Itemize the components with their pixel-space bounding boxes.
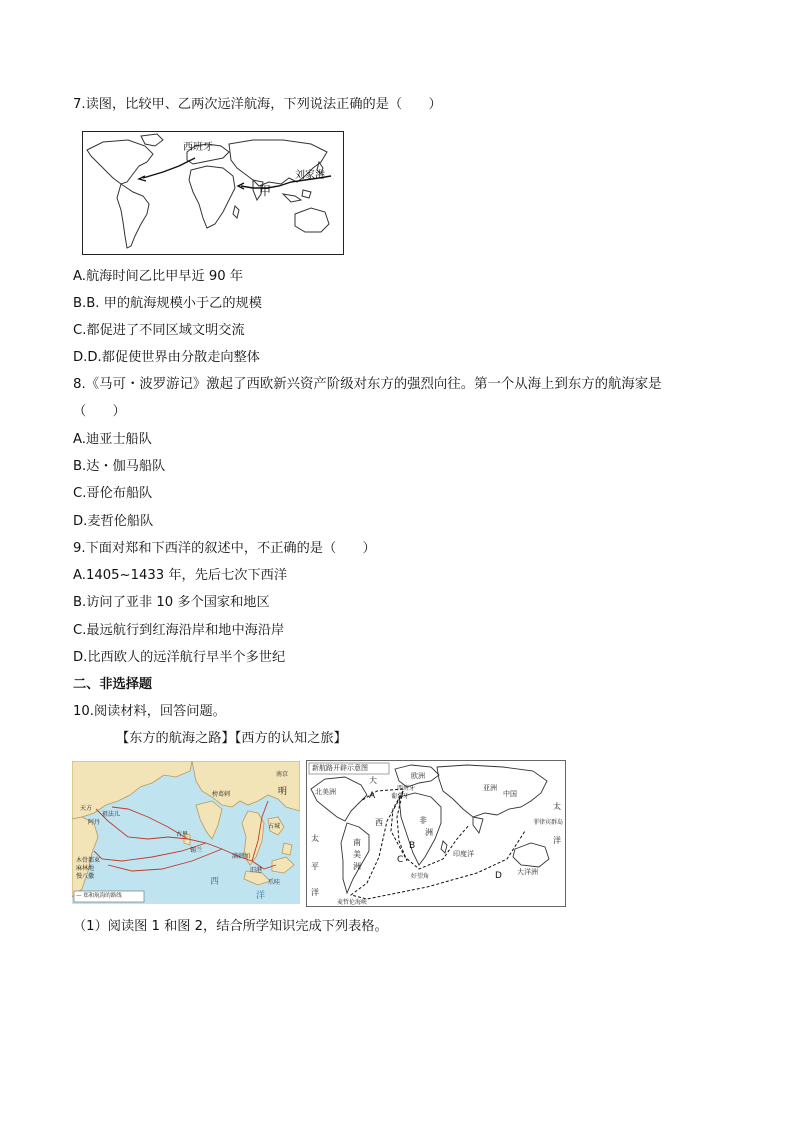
map1-label-ming: 明 [278,787,288,797]
map1-label-guli: 古里 [176,831,189,838]
map1-label-xi: 西 [210,877,220,887]
map2-label-da: 大 [369,776,377,785]
zhenghe-route-map [72,761,300,904]
q10-caption: 【东方的航海之路】【西方的认知之旅】 [116,731,347,746]
q10-sub1: （1）阅读图 1 和图 2，结合所学知识完成下列表格。 [73,919,388,934]
q7-option-d[interactable]: D.D.都促使世界由分散走向整体 [73,350,260,365]
map1-label-xilan: 锡兰 [190,847,203,854]
q7-option-b[interactable]: B.B. 甲的航海规模小于乙的规模 [73,296,262,311]
q8-option-c[interactable]: C.哥伦布船队 [73,486,153,501]
map1-label-mugudushu: 木骨都束 [76,857,101,864]
q9-option-c[interactable]: C.最远航行到红海沿岸和地中海沿岸 [73,623,285,638]
q9-option-d[interactable]: D.比西欧人的远洋航行早半个多世纪 [73,650,286,665]
map2-label-route-b: B [409,841,416,851]
map1-label-manbasa: 慢八撒 [76,873,95,880]
q8-stem: 8.《马可・波罗游记》激起了西欧新兴资产阶级对东方的强烈向往。第一个从海上到东方的航海家是 [73,377,662,392]
map2-label-yang-left: 洋 [311,888,319,897]
map-label-spain: 西班牙 [183,142,213,153]
world-map-drawing [83,132,343,254]
q9-option-a[interactable]: A.1405~1433 年，先后七次下西洋 [73,568,288,583]
map1-label-tianfang: 天方 [80,805,93,812]
map2-label-yang-right: 洋 [553,836,561,845]
map-label-liujiagang: 刘家港 [295,170,325,181]
map1-label-zhaowa: 爪哇 [268,879,281,886]
map2-label-fei: 非 [419,816,427,825]
q10-stem: 10.阅读材料，回答问题。 [73,704,226,719]
map2-label-oceania: 大洋洲 [517,868,538,876]
map2-label-route-d: D [495,871,502,881]
map2-label-china: 中国 [503,790,517,798]
map1-label-zhancheng: 占城 [268,823,281,830]
new-routes-map [306,760,566,907]
map2-label-north-america: 北美洲 [315,788,336,796]
map2-label-magellan: 麦哲伦海峡 [337,899,368,906]
map2-label-asia: 亚洲 [483,784,497,792]
q7-option-a[interactable]: A.航海时间乙比甲早近 90 年 [73,269,244,284]
map2-label-europe: 欧洲 [411,772,425,780]
map2-label-philippines: 菲律宾群岛 [533,819,564,826]
map2-label-route-c: C [397,855,404,865]
q8-option-a[interactable]: A.迪亚士船队 [73,432,152,447]
map2-label-xi: 西 [375,818,383,827]
q7-option-c[interactable]: C.都促进了不同区域文明交流 [73,323,245,338]
map1-label-banggela: 榜葛剌 [212,791,231,798]
map2-label-ping: 平 [311,862,319,871]
map2-label-nan: 南 [353,838,361,847]
map2-title: 新航路开辟示意图 [312,764,368,772]
q7-world-map [82,131,344,255]
map1-label-adan: 阿丹 [88,819,101,826]
map1-label-yang: 洋 [256,891,266,901]
q7-stem: 7.读图，比较甲、乙两次远洋航海，下列说法正确的是（ ） [73,97,442,112]
map1-label-nanjing: 南京 [276,771,289,778]
q9-option-b[interactable]: B.访问了亚非 10 多个国家和地区 [73,595,270,610]
map2-label-zhou-af: 洲 [425,828,433,837]
q9-stem: 9.下面对郑和下西洋的叙述中，不正确的是（ ） [73,541,376,556]
map2-label-spain: 西班牙 [397,785,416,792]
map2-label-indian-ocean: 印度洋 [453,850,474,858]
q8-option-b[interactable]: B.达・伽马船队 [73,459,166,474]
map1-label-zufaer: 祖法儿 [102,811,121,818]
map1-legend: — 郑和航海的路线 [76,893,122,899]
map2-label-tai-left: 太 [311,834,319,843]
map2-label-portugal: 葡萄牙 [391,793,410,800]
map2-label-cape: 好望角 [411,873,430,880]
map2-label-zhou-sa: 洲 [353,862,361,871]
map-label-jia: 甲 [259,184,272,198]
map2-label-route-a: A [369,791,376,801]
new-routes-map-drawing [307,761,565,906]
map2-label-mei: 美 [353,850,361,859]
map1-label-jiugang: 旧港 [250,867,263,874]
q8-option-d[interactable]: D.麦哲伦船队 [73,514,154,529]
map1-label-manlajia: 满刺加 [232,853,251,860]
map2-label-tai-right: 太 [553,802,561,811]
map1-label-malindi: 麻林地 [76,865,95,872]
section-title: 二、非选择题 [73,677,153,692]
q8-stem-cont: （ ） [73,404,126,419]
